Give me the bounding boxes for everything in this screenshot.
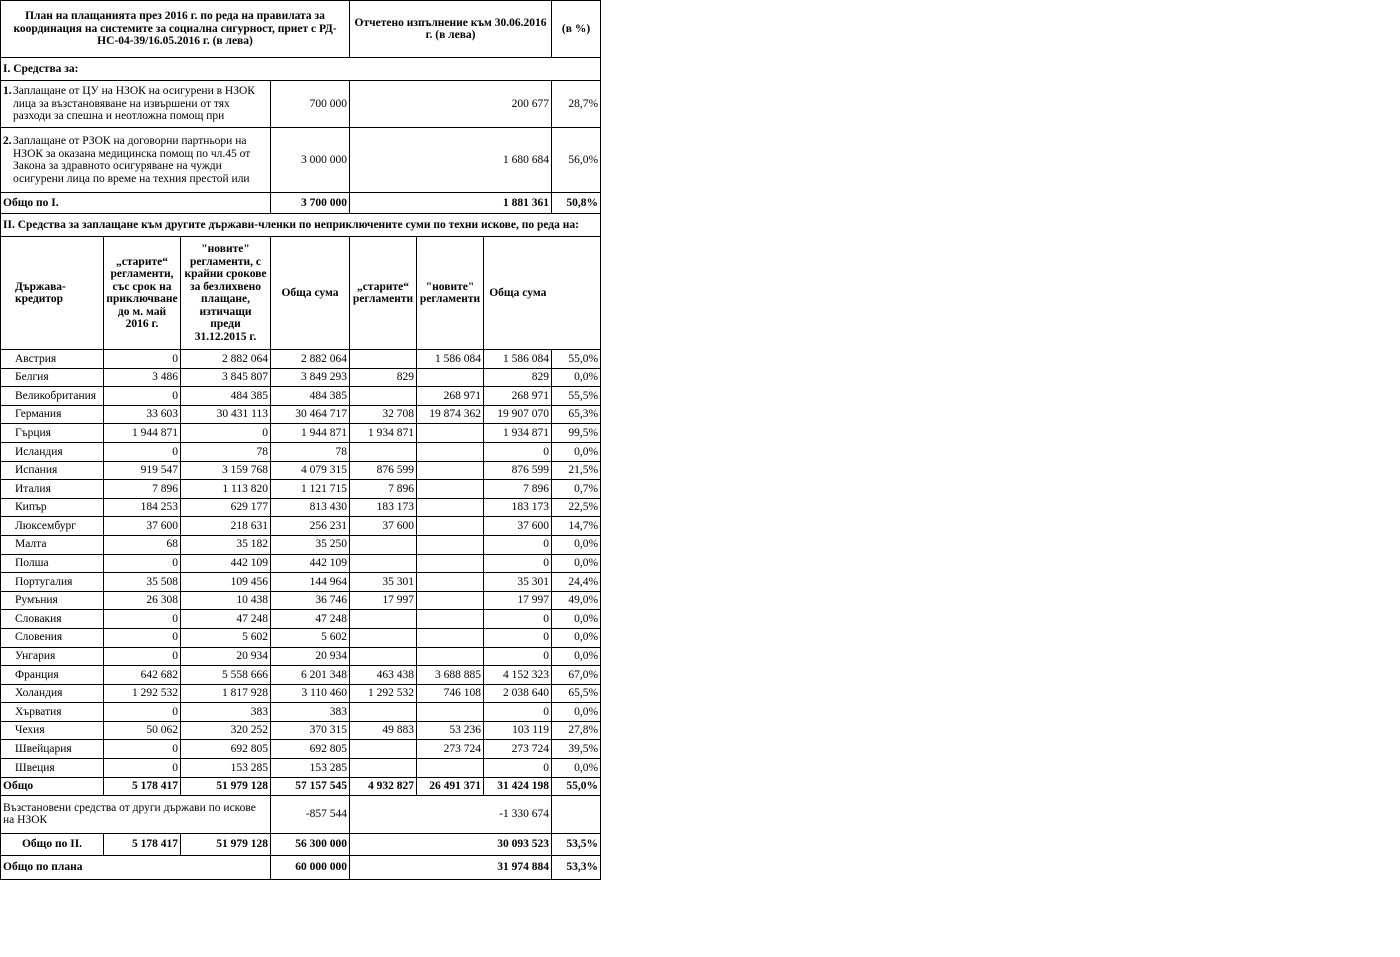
cell-old-plan: 0 <box>104 647 181 666</box>
cell-sum-act: 0 <box>484 442 552 461</box>
cell-new-plan: 1 817 928 <box>181 684 271 703</box>
country-name: Португалия <box>1 573 104 592</box>
cell-new-act <box>417 517 484 536</box>
country-row <box>1 535 601 554</box>
cell-new-plan: 47 248 <box>181 610 271 629</box>
section1-item-2 <box>1 128 271 193</box>
country-row <box>1 442 601 461</box>
cell-new-plan: 78 <box>181 442 271 461</box>
country-row <box>1 517 601 536</box>
cell-sum-act: 0 <box>484 610 552 629</box>
cell-pct: 49,0% <box>552 591 601 610</box>
country-name: Словения <box>1 628 104 647</box>
subtotal-old-actual: 4 932 827 <box>350 777 417 795</box>
col-new-actual-header: "новите" регламенти <box>417 237 484 350</box>
cell-old-plan: 50 062 <box>104 721 181 740</box>
cell-old-plan: 0 <box>104 387 181 406</box>
cell-new-plan: 692 805 <box>181 740 271 759</box>
cell-new-act: 1 586 084 <box>417 350 484 369</box>
cell-new-plan: 153 285 <box>181 759 271 778</box>
cell-old-plan: 0 <box>104 703 181 722</box>
cell-old-plan: 3 486 <box>104 368 181 387</box>
country-row <box>1 703 601 722</box>
cell-pct: 67,0% <box>552 666 601 685</box>
col-country-header: Държава-кредитор <box>1 237 104 350</box>
section1-item-row <box>1 128 601 193</box>
grand-total-label: Общо по плана <box>1 855 271 879</box>
cell-sum-plan: 442 109 <box>271 554 350 573</box>
country-name: Испания <box>1 461 104 480</box>
cell-new-plan: 484 385 <box>181 387 271 406</box>
cell-sum-act: 876 599 <box>484 461 552 480</box>
recovered-label: Възстановени средства от други държави по искове на НЗОК <box>1 795 271 833</box>
payments-table <box>0 0 601 880</box>
cell-old-plan: 642 682 <box>104 666 181 685</box>
country-name: Кипър <box>1 498 104 517</box>
grand-total-actual: 31 974 884 <box>350 855 552 879</box>
col-new-plan-header: "новите" регламенти, с крайни срокове за безлихвено плащане, изтичащи преди 31.12.2015 г. <box>181 237 271 350</box>
col-sum-plan-header: Обща сума <box>271 237 350 350</box>
country-row <box>1 498 601 517</box>
header-row <box>1 1 601 58</box>
cell-pct: 27,8% <box>552 721 601 740</box>
country-row <box>1 740 601 759</box>
cell-new-plan: 3 159 768 <box>181 461 271 480</box>
cell-sum-act: 35 301 <box>484 573 552 592</box>
cell-old-plan: 0 <box>104 350 181 369</box>
cell-sum-act: 183 173 <box>484 498 552 517</box>
section2-total-row <box>1 833 601 855</box>
cell-old-plan: 68 <box>104 535 181 554</box>
cell-pct: 0,7% <box>552 480 601 499</box>
section2-subtotal-row <box>1 777 601 795</box>
section1-item-row <box>1 81 601 128</box>
section2-total-new-plan: 51 979 128 <box>181 833 271 855</box>
recovered-actual: -1 330 674 <box>350 795 552 833</box>
cell-new-act <box>417 498 484 517</box>
cell-old-act <box>350 387 417 406</box>
country-row <box>1 721 601 740</box>
cell-sum-act: 0 <box>484 759 552 778</box>
cell-sum-act: 1 934 871 <box>484 424 552 443</box>
cell-new-act <box>417 647 484 666</box>
cell-old-act <box>350 350 417 369</box>
cell-pct: 0,0% <box>552 647 601 666</box>
cell-new-plan: 0 <box>181 424 271 443</box>
country-row <box>1 573 601 592</box>
subtotal-sum-plan: 57 157 545 <box>271 777 350 795</box>
cell-pct: 55,0% <box>552 350 601 369</box>
country-row <box>1 684 601 703</box>
country-row <box>1 368 601 387</box>
cell-sum-plan: 256 231 <box>271 517 350 536</box>
cell-old-plan: 184 253 <box>104 498 181 517</box>
cell-old-act: 35 301 <box>350 573 417 592</box>
country-name: Исландия <box>1 442 104 461</box>
cell-old-plan: 33 603 <box>104 405 181 424</box>
subtotal-pct: 55,0% <box>552 777 601 795</box>
country-name: Люксембург <box>1 517 104 536</box>
cell-old-plan: 35 508 <box>104 573 181 592</box>
cell-new-act <box>417 461 484 480</box>
cell-sum-plan: 383 <box>271 703 350 722</box>
cell-new-act <box>417 368 484 387</box>
cell-old-act: 876 599 <box>350 461 417 480</box>
section2-total-old-plan: 5 178 417 <box>104 833 181 855</box>
country-name: Франция <box>1 666 104 685</box>
country-name: Румъния <box>1 591 104 610</box>
cell-new-act <box>417 424 484 443</box>
country-name: Гърция <box>1 424 104 443</box>
recovered-plan: -857 544 <box>271 795 350 833</box>
cell-sum-act: 268 971 <box>484 387 552 406</box>
country-name: Чехия <box>1 721 104 740</box>
country-name: Холандия <box>1 684 104 703</box>
cell-old-plan: 37 600 <box>104 517 181 536</box>
cell-old-act <box>350 740 417 759</box>
cell-new-act <box>417 573 484 592</box>
cell-new-act: 746 108 <box>417 684 484 703</box>
cell-old-act <box>350 535 417 554</box>
cell-old-act: 183 173 <box>350 498 417 517</box>
subtotal-label: Общо <box>1 777 104 795</box>
cell-old-act <box>350 610 417 629</box>
col-pct-header <box>552 237 601 350</box>
country-row <box>1 591 601 610</box>
cell-new-act: 3 688 885 <box>417 666 484 685</box>
cell-pct: 0,0% <box>552 628 601 647</box>
cell-sum-plan: 3 110 460 <box>271 684 350 703</box>
cell-new-act: 268 971 <box>417 387 484 406</box>
cell-pct: 24,4% <box>552 573 601 592</box>
country-name: Хърватия <box>1 703 104 722</box>
cell-new-act <box>417 759 484 778</box>
section1-total-plan: 3 700 000 <box>271 193 350 214</box>
section1-total-label: Общо по І. <box>1 193 271 214</box>
cell-new-plan: 5 558 666 <box>181 666 271 685</box>
cell-pct: 0,0% <box>552 610 601 629</box>
country-row <box>1 387 601 406</box>
country-row <box>1 480 601 499</box>
cell-pct: 22,5% <box>552 498 601 517</box>
country-name: Малта <box>1 535 104 554</box>
section1-item-1 <box>1 81 271 128</box>
section2-title-row <box>1 214 601 237</box>
country-row <box>1 610 601 629</box>
item-pct: 56,0% <box>552 128 601 193</box>
cell-sum-plan: 2 882 064 <box>271 350 350 369</box>
cell-new-plan: 5 602 <box>181 628 271 647</box>
cell-new-act: 273 724 <box>417 740 484 759</box>
cell-sum-act: 103 119 <box>484 721 552 740</box>
item-text: Заплащане от РЗОК на договорни партньори на НЗОК за оказана медицинска помощ по чл.45 от Закона за здравното осигуряване на чужди осигурени лица по време на техния престой или <box>13 135 251 185</box>
cell-old-plan: 0 <box>104 759 181 778</box>
country-name: Австрия <box>1 350 104 369</box>
cell-sum-act: 1 586 084 <box>484 350 552 369</box>
cell-new-act <box>417 591 484 610</box>
cell-sum-act: 0 <box>484 554 552 573</box>
item-plan: 3 000 000 <box>271 128 350 193</box>
cell-pct: 0,0% <box>552 442 601 461</box>
cell-new-plan: 442 109 <box>181 554 271 573</box>
cell-old-plan: 1 944 871 <box>104 424 181 443</box>
country-row <box>1 554 601 573</box>
cell-pct: 0,0% <box>552 368 601 387</box>
cell-sum-plan: 1 121 715 <box>271 480 350 499</box>
cell-sum-act: 273 724 <box>484 740 552 759</box>
percent-header: (в %) <box>552 1 601 58</box>
cell-old-plan: 0 <box>104 442 181 461</box>
country-name: Великобритания <box>1 387 104 406</box>
cell-sum-act: 829 <box>484 368 552 387</box>
item-text: Заплащане от ЦУ на НЗОК на осигурени в НЗОК лица за възстановяване на извършени от тях разходи за спешна и неотложна помощ при <box>13 85 255 123</box>
cell-pct: 14,7% <box>552 517 601 536</box>
country-name: Белгия <box>1 368 104 387</box>
cell-old-act: 17 997 <box>350 591 417 610</box>
cell-sum-act: 0 <box>484 535 552 554</box>
cell-pct: 65,3% <box>552 405 601 424</box>
cell-new-plan: 1 113 820 <box>181 480 271 499</box>
col-old-plan-header: „старите“ регламенти, със срок на приключване до м. май 2016 г. <box>104 237 181 350</box>
cell-old-act <box>350 554 417 573</box>
budget-spreadsheet <box>0 0 600 880</box>
cell-new-act <box>417 703 484 722</box>
cell-sum-plan: 36 746 <box>271 591 350 610</box>
cell-sum-act: 2 038 640 <box>484 684 552 703</box>
cell-new-plan: 2 882 064 <box>181 350 271 369</box>
section2-total-sum-plan: 56 300 000 <box>271 833 350 855</box>
cell-old-act: 1 934 871 <box>350 424 417 443</box>
cell-old-act <box>350 628 417 647</box>
cell-pct: 0,0% <box>552 554 601 573</box>
cell-pct: 65,5% <box>552 684 601 703</box>
cell-old-act <box>350 759 417 778</box>
cell-old-act: 1 292 532 <box>350 684 417 703</box>
cell-new-plan: 218 631 <box>181 517 271 536</box>
cell-sum-plan: 35 250 <box>271 535 350 554</box>
cell-old-act: 463 438 <box>350 666 417 685</box>
cell-pct: 0,0% <box>552 535 601 554</box>
cell-new-act: 53 236 <box>417 721 484 740</box>
item-number: 2. <box>3 135 12 147</box>
cell-sum-plan: 3 849 293 <box>271 368 350 387</box>
cell-pct: 99,5% <box>552 424 601 443</box>
cell-new-act <box>417 554 484 573</box>
item-number: 1. <box>3 85 12 98</box>
cell-new-plan: 629 177 <box>181 498 271 517</box>
country-row <box>1 424 601 443</box>
cell-new-act <box>417 442 484 461</box>
cell-sum-plan: 5 602 <box>271 628 350 647</box>
cell-new-plan: 20 934 <box>181 647 271 666</box>
country-name: Швейцария <box>1 740 104 759</box>
item-pct: 28,7% <box>552 81 601 128</box>
cell-sum-plan: 153 285 <box>271 759 350 778</box>
cell-sum-plan: 813 430 <box>271 498 350 517</box>
cell-old-act: 7 896 <box>350 480 417 499</box>
subtotal-new-plan: 51 979 128 <box>181 777 271 795</box>
cell-old-act: 32 708 <box>350 405 417 424</box>
cell-sum-plan: 484 385 <box>271 387 350 406</box>
cell-new-plan: 383 <box>181 703 271 722</box>
country-name: Швеция <box>1 759 104 778</box>
recovered-row <box>1 795 601 833</box>
country-row <box>1 461 601 480</box>
cell-new-act <box>417 610 484 629</box>
recovered-pct <box>552 795 601 833</box>
cell-sum-plan: 1 944 871 <box>271 424 350 443</box>
cell-pct: 55,5% <box>552 387 601 406</box>
section1-total-pct: 50,8% <box>552 193 601 214</box>
cell-old-plan: 1 292 532 <box>104 684 181 703</box>
cell-new-plan: 35 182 <box>181 535 271 554</box>
section1-title: І. Средства за: <box>1 58 601 81</box>
cell-new-act <box>417 628 484 647</box>
cell-sum-plan: 4 079 315 <box>271 461 350 480</box>
country-name: Италия <box>1 480 104 499</box>
cell-pct: 21,5% <box>552 461 601 480</box>
cell-new-plan: 3 845 807 <box>181 368 271 387</box>
country-row <box>1 647 601 666</box>
section1-title-row <box>1 58 601 81</box>
cell-sum-act: 0 <box>484 647 552 666</box>
section1-total-row <box>1 193 601 214</box>
grand-total-plan: 60 000 000 <box>271 855 350 879</box>
cell-sum-plan: 78 <box>271 442 350 461</box>
cell-new-plan: 30 431 113 <box>181 405 271 424</box>
item-plan: 700 000 <box>271 81 350 128</box>
cell-new-plan: 320 252 <box>181 721 271 740</box>
cell-sum-act: 37 600 <box>484 517 552 536</box>
cell-pct: 0,0% <box>552 759 601 778</box>
cell-sum-plan: 30 464 717 <box>271 405 350 424</box>
cell-sum-act: 7 896 <box>484 480 552 499</box>
country-name: Полша <box>1 554 104 573</box>
plan-header: План на плащанията през 2016 г. по реда на правилата за координация на системите за социална сигурност, приет с РД-НС-04-39/16.05.2016 г. (в лева) <box>1 1 350 58</box>
subtotal-new-actual: 26 491 371 <box>417 777 484 795</box>
cell-old-act <box>350 647 417 666</box>
country-row <box>1 405 601 424</box>
section2-column-header-row <box>1 237 601 350</box>
cell-pct: 39,5% <box>552 740 601 759</box>
country-name: Унгария <box>1 647 104 666</box>
cell-sum-plan: 47 248 <box>271 610 350 629</box>
reported-header: Отчетено изпълнение към 30.06.2016 г. (в лева) <box>350 1 552 58</box>
cell-old-act <box>350 442 417 461</box>
cell-old-plan: 7 896 <box>104 480 181 499</box>
cell-sum-act: 0 <box>484 703 552 722</box>
subtotal-sum-actual: 31 424 198 <box>484 777 552 795</box>
cell-old-act: 829 <box>350 368 417 387</box>
cell-new-act <box>417 535 484 554</box>
cell-sum-act: 4 152 323 <box>484 666 552 685</box>
cell-sum-plan: 20 934 <box>271 647 350 666</box>
section2-title: ІІ. Средства за заплащане към другите държави-членки по неприключените суми по техни искове, по реда на: <box>1 214 601 237</box>
grand-total-pct: 53,3% <box>552 855 601 879</box>
cell-old-act: 49 883 <box>350 721 417 740</box>
section2-total-pct: 53,5% <box>552 833 601 855</box>
col-sum-actual-header: Обща сума <box>484 237 552 350</box>
cell-sum-act: 19 907 070 <box>484 405 552 424</box>
cell-old-plan: 0 <box>104 740 181 759</box>
country-row <box>1 759 601 778</box>
cell-old-plan: 919 547 <box>104 461 181 480</box>
cell-old-plan: 0 <box>104 610 181 629</box>
country-row <box>1 628 601 647</box>
cell-sum-plan: 6 201 348 <box>271 666 350 685</box>
country-name: Германия <box>1 405 104 424</box>
subtotal-old-plan: 5 178 417 <box>104 777 181 795</box>
cell-sum-plan: 370 315 <box>271 721 350 740</box>
cell-sum-act: 0 <box>484 628 552 647</box>
cell-sum-plan: 692 805 <box>271 740 350 759</box>
item-actual: 200 677 <box>350 81 552 128</box>
cell-new-plan: 109 456 <box>181 573 271 592</box>
grand-total-row <box>1 855 601 879</box>
cell-sum-act: 17 997 <box>484 591 552 610</box>
cell-new-act <box>417 480 484 499</box>
cell-old-plan: 0 <box>104 554 181 573</box>
cell-old-act: 37 600 <box>350 517 417 536</box>
section1-total-actual: 1 881 361 <box>350 193 552 214</box>
cell-sum-plan: 144 964 <box>271 573 350 592</box>
section2-total-actual: 30 093 523 <box>350 833 552 855</box>
section2-total-label: Общо по ІІ. <box>1 833 104 855</box>
cell-old-plan: 0 <box>104 628 181 647</box>
country-name: Словакия <box>1 610 104 629</box>
country-row <box>1 666 601 685</box>
country-row <box>1 350 601 369</box>
cell-new-plan: 10 438 <box>181 591 271 610</box>
cell-pct: 0,0% <box>552 703 601 722</box>
cell-old-plan: 26 308 <box>104 591 181 610</box>
col-old-actual-header: „старите“ регламенти <box>350 237 417 350</box>
item-actual: 1 680 684 <box>350 128 552 193</box>
cell-old-act <box>350 703 417 722</box>
cell-new-act: 19 874 362 <box>417 405 484 424</box>
country-rows <box>1 350 601 778</box>
